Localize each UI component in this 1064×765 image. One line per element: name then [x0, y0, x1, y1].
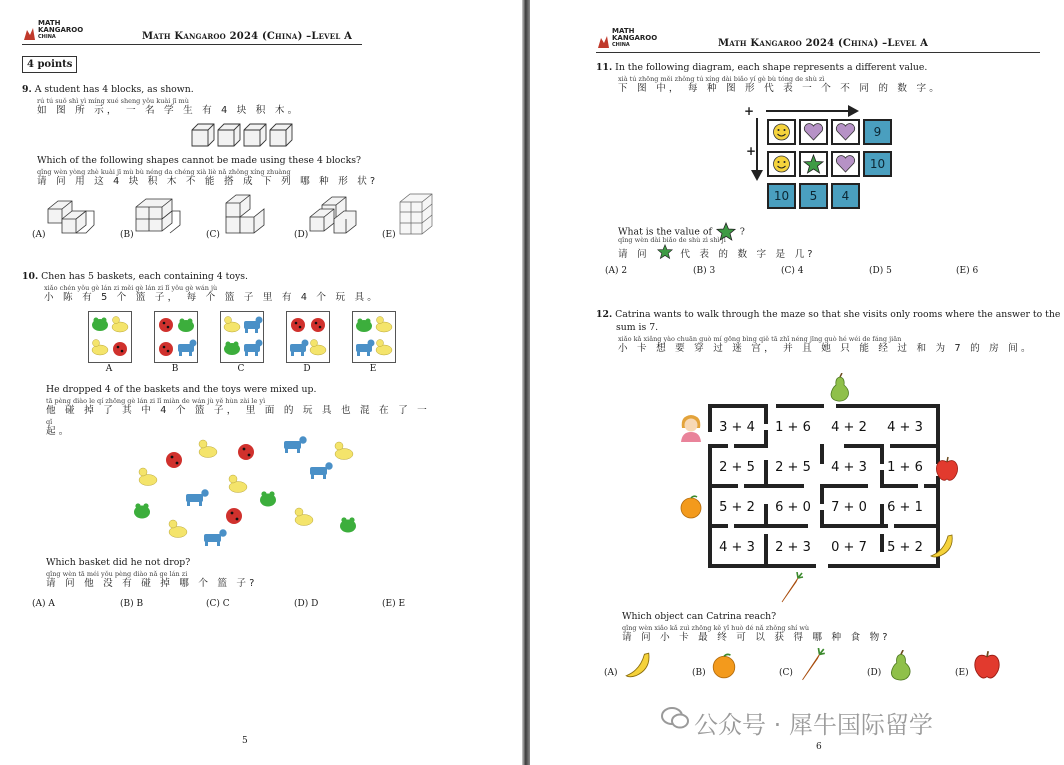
maze-cell: 4 + 3 — [887, 420, 923, 435]
q10-text — [22, 271, 248, 282]
q11-option-d[interactable]: (D) 5 — [869, 266, 892, 276]
dog-icon — [356, 340, 375, 357]
q11-col-sum-2: 5 — [799, 183, 828, 209]
q11-row-sum-2: 10 — [863, 151, 892, 177]
q11-cell-smiley — [767, 151, 796, 177]
duck-icon — [335, 442, 353, 460]
pear-icon — [886, 650, 916, 682]
pear-icon — [826, 373, 854, 403]
q11-value-question: What is the value of — [618, 226, 712, 238]
duck-icon — [139, 468, 157, 486]
q11-plus-top: + — [744, 104, 755, 118]
dog-icon — [178, 340, 197, 357]
ladybug-icon — [291, 318, 305, 332]
basket-label-a: A — [105, 364, 113, 374]
q10-chinese-4: 请 问 他 没 有 碰 掉 哪 个 篮 子? — [46, 578, 258, 589]
basket-label-c: C — [237, 364, 245, 374]
math-kangaroo-logo: MATH KANGAROO CHINA — [22, 18, 92, 46]
banana-icon — [928, 532, 956, 560]
q11-pinyin-2: qǐng wèn dài biǎo de shù zì shì jǐ — [618, 236, 726, 244]
duck-icon — [92, 340, 108, 356]
heart-icon — [833, 153, 858, 175]
frog-icon — [260, 491, 276, 506]
maze-cell: 3 + 4 — [719, 420, 755, 435]
smiley-icon — [769, 121, 794, 143]
page-number-left: 5 — [242, 736, 248, 746]
basket-b[interactable] — [154, 311, 198, 363]
frog-icon — [340, 517, 356, 532]
q11-plus-left: + — [746, 144, 757, 158]
maze-cell: 0 + 7 — [831, 540, 867, 555]
duck-icon — [229, 475, 247, 493]
duck-icon — [376, 317, 392, 333]
duck-icon — [310, 340, 326, 356]
q11-col-sum-1: 10 — [767, 183, 796, 209]
maze-cell: 1 + 6 — [887, 460, 923, 475]
q9-chinese: 如 图 所 示， 一 名 学 生 有 4 块 积 木。 — [37, 105, 301, 116]
duck-icon — [112, 317, 128, 333]
q11-option-e[interactable]: (E) 6 — [956, 266, 979, 276]
arrow-down-icon — [750, 118, 764, 182]
ladybug-icon — [159, 318, 173, 332]
smiley-icon — [769, 153, 794, 175]
heart-icon — [801, 121, 826, 143]
q12-pinyin-2: qǐng wèn xiǎo kǎ zuì zhōng kě yǐ huò dé nǎ zhǒng shí wù — [622, 624, 810, 632]
maze-cell: 2 + 5 — [775, 460, 811, 475]
orange-icon — [678, 494, 704, 520]
basket-a[interactable] — [88, 311, 132, 363]
maze-cell: 2 + 3 — [775, 540, 811, 555]
q9-pinyin-2: qǐng wèn yòng zhè kuài jī mù bù néng da chéng xià liè nǎ zhǒng xíng zhuàng — [37, 168, 291, 176]
q12-pinyin: xiǎo kǎ xiǎng yào chuān guò mí gōng bìng qiě tā zhǐ néng jīng guò hé wéi de fáng jiān — [618, 335, 902, 343]
q9-subquestion: Which of the following shapes cannot be made using these 4 blocks? — [37, 155, 361, 166]
q9-option-b[interactable]: (B) — [120, 230, 134, 240]
basket-label-b: B — [171, 364, 179, 374]
girl-icon — [678, 412, 704, 442]
maze-cell: 5 + 2 — [887, 540, 923, 555]
q12-number: 12. — [596, 309, 613, 320]
dog-icon — [244, 317, 263, 334]
header-title: Math Kangaroo 2024 (China) –Level A — [718, 38, 929, 49]
basket-c[interactable] — [220, 311, 264, 363]
q9-options — [32, 230, 452, 242]
duck-icon — [199, 440, 217, 458]
mixed-toys-image — [126, 432, 366, 552]
star-icon — [656, 244, 674, 260]
q11-cell-heart — [831, 119, 860, 145]
q10-pinyin-3: qǐ — [46, 418, 53, 426]
q11-pinyin: xià tú zhōng měi zhǒng tú xíng dài biǎo yí gè bù tóng de shù zì — [618, 75, 825, 83]
basket-label-e: E — [369, 364, 377, 374]
q11-chinese-2: 请 问 代 表 的 数 字 是 几? — [618, 244, 816, 260]
q10-chinese: 小 陈 有 5 个 篮 子， 每 个 篮 子 里 有 4 个 玩 具。 — [44, 292, 381, 303]
q10-option-c[interactable]: (C) C — [206, 599, 230, 609]
carrot-icon — [796, 648, 826, 682]
q10-subtext: He dropped 4 of the baskets and the toys were mixed up. — [46, 384, 317, 395]
q11-cell-heart — [799, 119, 828, 145]
ladybug-icon — [113, 342, 127, 356]
q10-final-question: Which basket did he not drop? — [46, 557, 191, 568]
header-title: Math Kangaroo 2024 (China) –Level A — [142, 31, 353, 42]
maze-cell: 6 + 0 — [775, 500, 811, 515]
q12-option-b[interactable]: (B) — [692, 668, 706, 678]
frog-icon — [178, 319, 194, 333]
dog-icon — [290, 340, 309, 357]
duck-icon — [376, 340, 392, 356]
q11-cell-star — [799, 151, 828, 177]
q12-option-a[interactable]: (A) — [604, 668, 618, 678]
apple-icon — [972, 650, 1002, 680]
q12-final-question: Which object can Catrina reach? — [622, 611, 777, 622]
q9-number: 9. — [22, 84, 32, 95]
q10-option-b[interactable]: (B) B — [120, 599, 144, 609]
heart-icon — [833, 121, 858, 143]
q12-text — [596, 309, 1060, 320]
q10-option-d[interactable]: (D) D — [294, 599, 319, 609]
q11-chinese: 下 图 中， 每 种 图 形 代 表 一 个 不 同 的 数 字。 — [618, 83, 943, 94]
basket-d[interactable] — [286, 311, 330, 363]
maze-cell: 4 + 2 — [831, 420, 867, 435]
ladybug-icon — [238, 444, 254, 460]
q12-question: Catrina wants to walk through the maze so that she visits only rooms where the answer to the — [615, 309, 1061, 320]
page-right — [530, 0, 1064, 765]
frog-icon — [92, 318, 108, 332]
watermark-text: 公众号 · 犀牛国际留学 — [694, 711, 933, 739]
q11-row-sum-1: 9 — [863, 119, 892, 145]
q9-chinese-2: 请 问 用 这 4 块 积 木 不 能 搭 成 下 列 哪 种 形 状? — [37, 176, 379, 187]
ladybug-icon — [311, 318, 325, 332]
frog-icon — [224, 342, 240, 356]
q12-chinese: 小 卡 想 要 穿 过 迷 宫， 并 且 她 只 能 经 过 和 为 7 的 房 间。 — [618, 343, 1034, 354]
banana-icon — [623, 650, 653, 680]
duck-icon — [169, 520, 187, 538]
q10-question: Chen has 5 baskets, each containing 4 toys. — [41, 271, 248, 282]
dog-icon — [310, 462, 333, 479]
frog-icon — [134, 503, 150, 518]
q11-question: In the following diagram, each shape represents a different value. — [615, 62, 928, 73]
q10-pinyin-2: tā pèng diào le qí zhōng gè lán zi lǐ miàn de wán jù yě hùn zài le yì — [46, 397, 266, 405]
q11-option-a[interactable]: (A) 2 — [605, 266, 628, 276]
q10-options — [32, 599, 452, 611]
basket-e[interactable] — [352, 311, 396, 363]
q11-options — [605, 266, 1035, 278]
book-spine — [522, 0, 530, 765]
maze-cell: 4 + 3 — [719, 540, 755, 555]
page-number-right: 6 — [816, 742, 822, 752]
maze-cell: 2 + 5 — [719, 460, 755, 475]
q9-question: A student has 4 blocks, as shown. — [34, 84, 194, 95]
maze-cell: 7 + 0 — [831, 500, 867, 515]
maze-cell: 6 + 1 — [887, 500, 923, 515]
q11-question-line: What is the value of ? — [618, 222, 745, 242]
q9-option-d[interactable]: (D) — [294, 230, 309, 240]
ladybug-icon — [226, 508, 242, 524]
star-icon — [801, 153, 826, 175]
kangaroo-logo-icon — [22, 26, 36, 42]
q11-option-c[interactable]: (C) 4 — [781, 266, 804, 276]
ladybug-icon — [166, 452, 182, 468]
dog-icon — [284, 436, 307, 453]
q9-pinyin: rú tú suǒ shì yì míng xué sheng yǒu kuài jī mù — [37, 97, 189, 105]
kangaroo-logo-icon — [596, 34, 610, 50]
wechat-icon — [660, 705, 690, 731]
q10-pinyin: xiǎo chén yǒu gè lán zi měi gè lán zi lǐ yǒu gè wán jù — [44, 284, 218, 292]
arrow-right-icon — [766, 104, 860, 118]
q9-option-e[interactable]: (E) — [382, 230, 396, 240]
section-label: 4 points — [22, 56, 77, 73]
maze-cell: 1 + 6 — [775, 420, 811, 435]
dog-icon — [244, 340, 263, 357]
q10-chinese-2: 他 碰 掉 了 其 中 4 个 篮 子， 里 面 的 玩 具 也 混 在 了 一 — [46, 405, 430, 416]
q12-option-d[interactable]: (D) — [867, 668, 882, 678]
orange-icon — [710, 652, 738, 680]
carrot-icon — [776, 572, 804, 604]
q11-cell-smiley — [767, 119, 796, 145]
q12-chinese-2: 请 问 小 卡 最 终 可 以 获 得 哪 种 食 物? — [622, 632, 891, 643]
q11-text — [596, 62, 927, 73]
q11-col-sum-3: 4 — [831, 183, 860, 209]
dog-icon — [204, 529, 227, 546]
header-rule — [596, 52, 1040, 53]
q11-cell-heart — [831, 151, 860, 177]
page-left — [0, 0, 522, 765]
q11-option-b[interactable]: (B) 3 — [693, 266, 716, 276]
apple-icon — [934, 456, 960, 482]
q12-option-c[interactable]: (C) — [779, 668, 793, 678]
basket-label-d: D — [303, 364, 311, 374]
q10-pinyin-4: qǐng wèn tā méi yǒu pèng diào nǎ ge lán zi — [46, 570, 188, 578]
q9-four-blocks-image — [190, 120, 300, 150]
duck-icon — [224, 317, 240, 333]
math-kangaroo-logo: MATH KANGAROO CHINA — [596, 26, 666, 54]
q11-number: 11. — [596, 62, 613, 73]
q9-option-a[interactable]: (A) — [32, 230, 46, 240]
q9-text — [22, 84, 194, 95]
maze-cell: 5 + 2 — [719, 500, 755, 515]
q10-option-a[interactable]: (A) A — [32, 599, 55, 609]
q10-chinese-3: 起。 — [46, 426, 72, 437]
frog-icon — [356, 319, 372, 333]
ladybug-icon — [159, 342, 173, 356]
q10-number: 10. — [22, 271, 39, 282]
dog-icon — [186, 489, 209, 506]
q10-option-e[interactable]: (E) E — [382, 599, 406, 609]
header-rule — [22, 44, 362, 45]
maze-cell: 4 + 3 — [831, 460, 867, 475]
q9-option-c[interactable]: (C) — [206, 230, 220, 240]
duck-icon — [295, 508, 313, 526]
q12-question-cont: sum is 7. — [616, 322, 659, 333]
q12-option-e[interactable]: (E) — [955, 668, 969, 678]
